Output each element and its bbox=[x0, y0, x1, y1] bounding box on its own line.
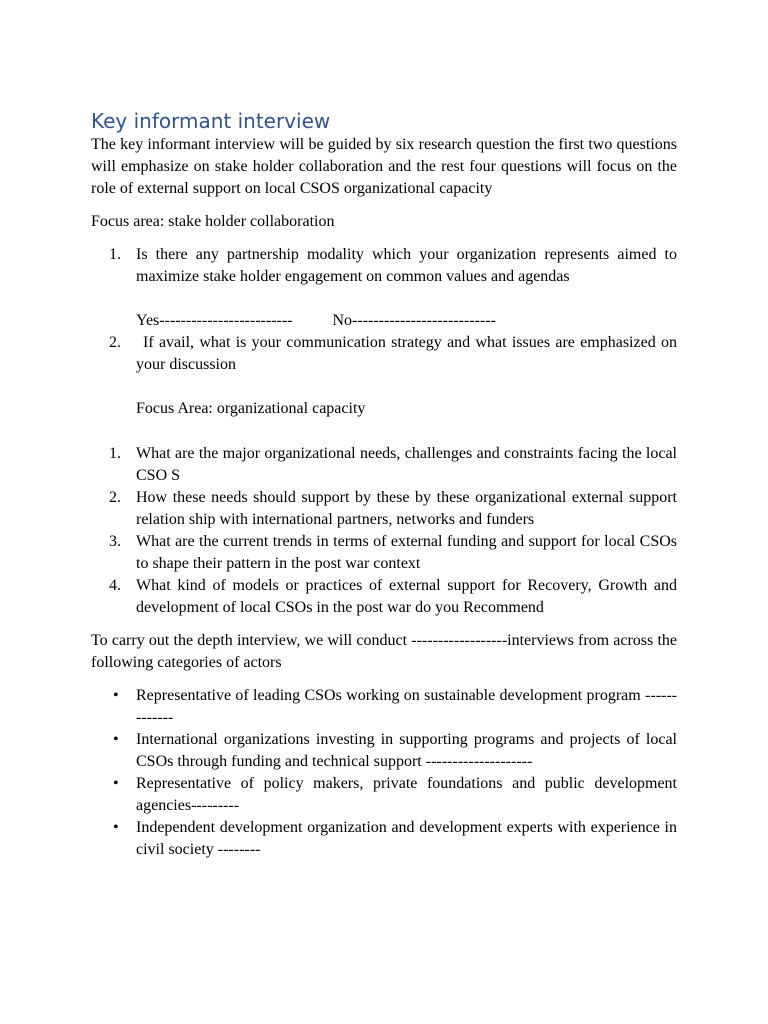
spacer bbox=[91, 376, 677, 398]
list-item bbox=[91, 487, 677, 531]
list-item-text: How these needs should support by these by these organizational external support relation ship with international partners, networks and funders bbox=[136, 489, 677, 528]
list-item-text: What are the current trends in terms of external funding and support for local CSOs to shape their pattern in the post war context bbox=[136, 533, 677, 572]
list-number: 2. bbox=[109, 489, 121, 506]
list-item-text: What kind of models or practices of external support for Recovery, Growth and development of local CSOs in the post war do you Recommend bbox=[136, 577, 677, 616]
list-number: 1. bbox=[109, 445, 121, 462]
intro-paragraph: The key informant interview will be guided by six research question the first two questions will emphasize on stake holder collaboration and the rest four questions will focus on the role of external support on local CSOS organizational capacity bbox=[91, 136, 677, 197]
list-item-text: If avail, what is your communication strategy and what issues are emphasized on your discussion bbox=[136, 334, 677, 373]
list-number: 2. bbox=[109, 334, 121, 351]
yes-label: Yes------------------------- bbox=[136, 312, 293, 329]
document-page bbox=[91, 106, 677, 861]
list-number: 3. bbox=[109, 533, 121, 550]
list-number: 4. bbox=[109, 577, 121, 594]
no-label: No--------------------------- bbox=[332, 312, 496, 329]
bullet-icon: • bbox=[113, 731, 119, 748]
list-item bbox=[91, 575, 677, 619]
list-item bbox=[91, 244, 677, 288]
actor-category-list bbox=[91, 685, 677, 861]
list-number: 1. bbox=[109, 246, 121, 263]
bullet-text: Independent development organization and development experts with experience in civil society -------- bbox=[136, 819, 677, 858]
bullet-item bbox=[91, 685, 677, 729]
bullet-text: Representative of leading CSOs working on sustainable development program ------------- bbox=[136, 687, 677, 726]
page-title: Key informant interview bbox=[91, 109, 331, 133]
list-item-text: Is there any partnership modality which your organization represents aimed to maximize stake holder engagement on common values and agendas bbox=[136, 246, 677, 285]
spacer bbox=[91, 288, 677, 310]
list-item-text: What are the major organizational needs, challenges and constraints facing the local CSO S bbox=[136, 445, 677, 484]
focus-area-capacity: Focus Area: organizational capacity bbox=[136, 400, 366, 417]
bullet-icon: • bbox=[113, 687, 119, 704]
list-item bbox=[91, 332, 677, 376]
bullet-item bbox=[91, 773, 677, 817]
bullet-item bbox=[91, 817, 677, 861]
capacity-question-list bbox=[91, 443, 677, 619]
list-item bbox=[91, 531, 677, 575]
yes-no-line bbox=[91, 310, 677, 332]
bullet-text: Representative of policy makers, private foundations and public development agencies--------- bbox=[136, 775, 677, 814]
list-item bbox=[91, 443, 677, 487]
carry-out-paragraph: To carry out the depth interview, we will conduct ------------------interviews from across the following categories of actors bbox=[91, 632, 677, 671]
bullet-item bbox=[91, 729, 677, 773]
stakeholder-question-list bbox=[91, 244, 677, 420]
bullet-text: International organizations investing in supporting programs and projects of local CSOs through funding and technical support -------------------- bbox=[136, 731, 677, 770]
bullet-icon: • bbox=[113, 819, 119, 836]
focus-area-stakeholder: Focus area: stake holder collaboration bbox=[91, 213, 335, 230]
bullet-icon: • bbox=[113, 775, 119, 792]
